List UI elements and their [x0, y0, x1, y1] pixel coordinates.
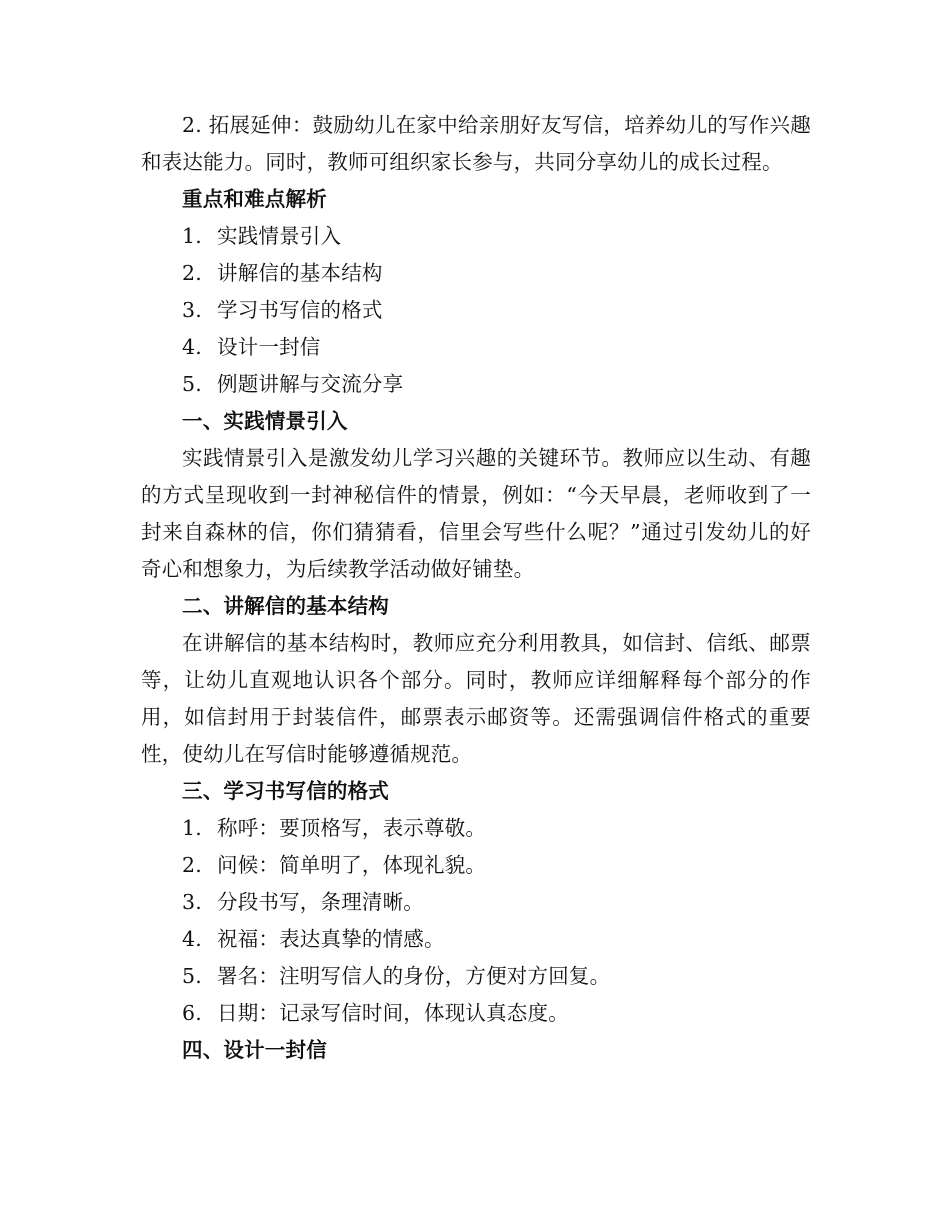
list-item: 4. 设计一封信: [182, 335, 321, 359]
section-heading: 四、设计一封信: [182, 1038, 327, 1062]
extension-paragraph: 2. 拓展延伸：鼓励幼儿在家中给亲朋好友写信，培养幼儿的写作兴趣和表达能力。同时，教师可组织家长参与，共同分享幼儿的成长过程。: [141, 113, 811, 174]
key-points-heading: 重点和难点解析: [182, 187, 327, 211]
document-page: [141, 107, 811, 1069]
section-heading: 一、实践情景引入: [182, 409, 348, 433]
list-item: 2. 问候：简单明了，体现礼貌。: [182, 853, 487, 877]
list-item: 5. 署名：注明写信人的身份，方便对方回复。: [182, 964, 611, 988]
list-item: 4. 祝福：表达真挚的情感。: [182, 927, 445, 951]
list-item: 2. 讲解信的基本结构: [182, 261, 383, 285]
section-heading: 三、学习书写信的格式: [182, 779, 389, 803]
list-item: 6. 日期：记录写信时间，体现认真态度。: [182, 1001, 569, 1025]
list-item: 1. 称呼：要顶格写，表示尊敬。: [182, 816, 487, 840]
list-item: 3. 分段书写，条理清晰。: [182, 890, 424, 914]
format-list: [141, 810, 811, 1032]
section-heading: 二、讲解信的基本结构: [182, 594, 389, 618]
list-item: 1. 实践情景引入: [182, 224, 342, 248]
section-paragraph: 在讲解信的基本结构时，教师应充分利用教具，如信封、信纸、邮票等，让幼儿直观地认识各个部分。同时，教师应详细解释每个部分的作用，如信封用于封装信件，邮票表示邮资等。还需强调信件格式的重要性，使幼儿在写信时能够遵循规范。: [141, 631, 811, 766]
list-item: 3. 学习书写信的格式: [182, 298, 383, 322]
list-item: 5. 例题讲解与交流分享: [182, 372, 404, 396]
section-paragraph: 实践情景引入是激发幼儿学习兴趣的关键环节。教师应以生动、有趣的方式呈现收到一封神秘信件的情景，例如：“今天早晨，老师收到了一封来自森林的信，你们猜猜看，信里会写些什么呢？”通过引发幼儿的好奇心和想象力，为后续教学活动做好铺垫。: [141, 446, 811, 581]
key-points-list: [141, 218, 811, 403]
